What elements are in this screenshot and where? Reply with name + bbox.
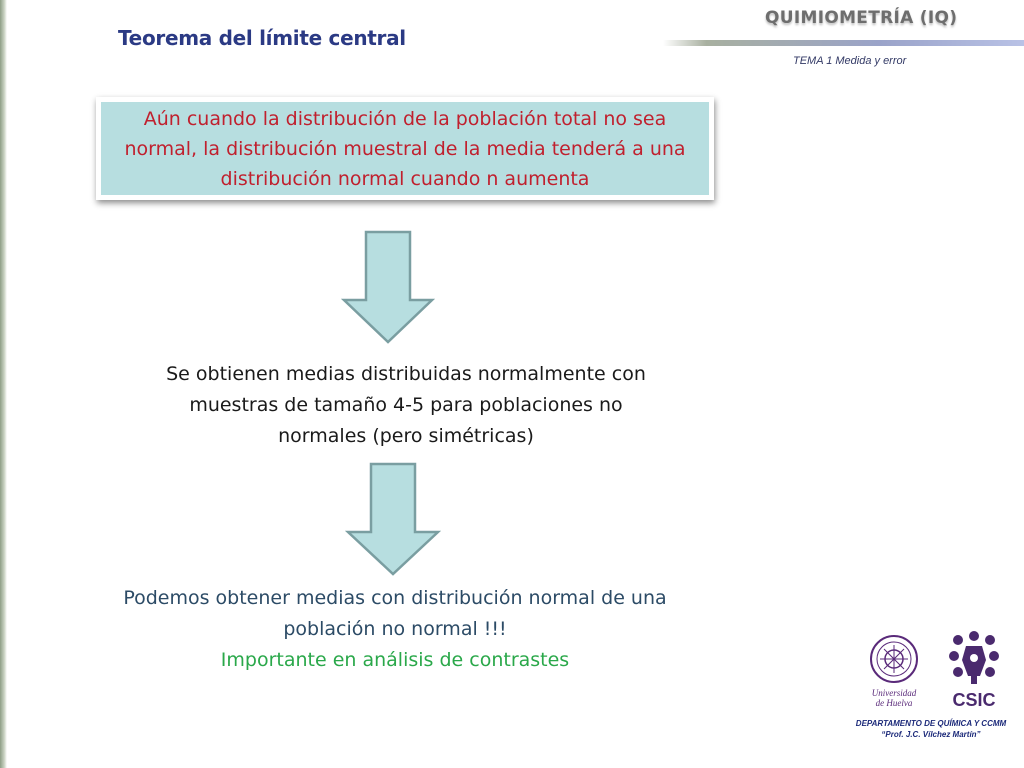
- university-of-huelva-logo: [864, 633, 924, 713]
- down-arrow-icon: [341, 230, 435, 344]
- theorem-text: Aún cuando la distribución de la población total no sea normal, la distribución muestral de la media tenderá a una distribución normal cuando n aumenta: [124, 107, 686, 190]
- down-arrow-icon: [345, 462, 441, 576]
- middle-statement: Se obtienen medias distribuidas normalmente con muestras de tamaño 4-5 para poblaciones no normales (pero simétricas): [166, 363, 646, 447]
- header-divider-bar: [663, 40, 1024, 46]
- theorem-box: [96, 97, 714, 200]
- left-accent-stripe: [0, 0, 7, 768]
- footer-author: “Prof. J.C. Vílchez Martín”: [881, 730, 981, 739]
- svg-text:de Huelva: de Huelva: [875, 698, 913, 708]
- footer-department: DEPARTAMENTO DE QUÍMICA Y CCMM: [855, 719, 1007, 728]
- csic-logo: [944, 630, 1004, 712]
- conclusion-text: Podemos obtener medias con distribución normal de una población no normal !!!: [123, 587, 667, 640]
- conclusion-block: [120, 583, 670, 676]
- svg-text:CSIC: CSIC: [952, 690, 996, 710]
- svg-text:Universidad: Universidad: [871, 688, 917, 698]
- topic-label: TEMA 1 Medida y error: [793, 55, 907, 67]
- conclusion-highlight: Importante en análisis de contrastes: [220, 649, 570, 671]
- course-title: QUIMIOMETRÍA (IQ): [765, 8, 958, 28]
- footer-credits: [836, 718, 1024, 740]
- slide-title: Teorema del límite central: [118, 26, 406, 50]
- theorem-box-fill: [101, 102, 709, 195]
